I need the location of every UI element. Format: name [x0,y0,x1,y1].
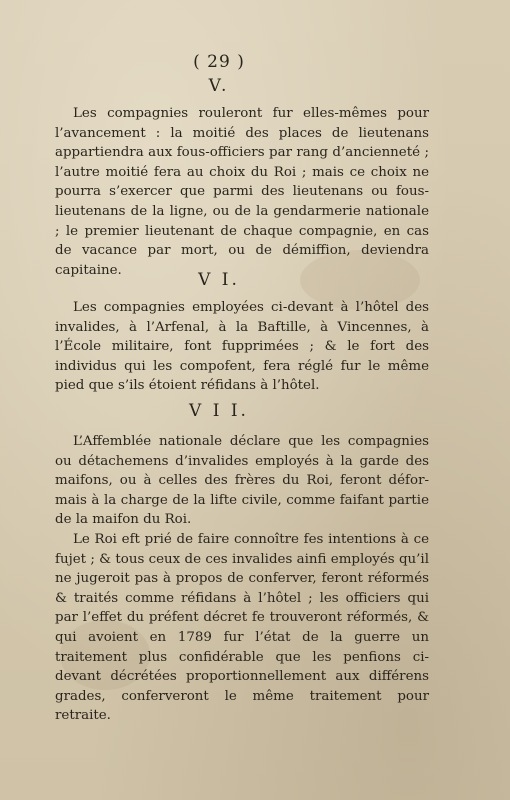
page-number: ( 29 ) [193,52,245,72]
article-vii-paragraph-1: L’Affemblée nationale déclare que les compagnies ou détachemens d’invalides employés à la garde des maifons, ou à celles des frères du Roi, feront défor-mais à la charge de la lifte civile, comme faifant partie de la maifon du Roi. [55,434,429,528]
section-heading-vii: V I I. [189,401,249,421]
article-v-paragraph: Les compagnies rouleront fur elles-mêmes pour l’avancement : la moitié des places de lieutenans appartiendra aux fous-officiers par rang d’ancienneté ; l’autre moitié fera au choix du Roi ; mais ce choix ne pourra s’exercer que parmi des lieutenans ou fous-lieutenans de la ligne, ou de la gendarmerie nationale ; le premier lieutenant de chaque compagnie, en cas de vacance par mort, ou de démiffion, deviendra capitaine. [55,106,429,278]
article-vi-paragraph: Les compagnies employées ci-devant à l’hôtel des invalides, à l’Arfenal, à la Baftille, à Vincennes, à l’École militaire, font fupprimées ; & le fort des individus qui les compofent, fera réglé fur le même pied que s’ils étoient réfidans à l’hôtel. [55,300,429,394]
article-vii-paragraph-2: Le Roi eft prié de faire connoître fes intentions à ce fujet ; & tous ceux de ces invalides ainfi employés qu’il ne jugeroit pas à propos de conferver, feront réformés & traités comme réfidans à l’hôtel ; les officiers qui par l’effet du préfent décret fe trouveront réformés, & qui avoient en 1789 fur l’état de la guerre un traitement plus confidérable que les penfions ci-devant décrétées proportionnellement aux différens grades, conferveront le même traitement pour retraite. [55,532,429,724]
section-heading-v: V. [208,76,230,96]
section-heading-vi: V I. [198,270,240,290]
